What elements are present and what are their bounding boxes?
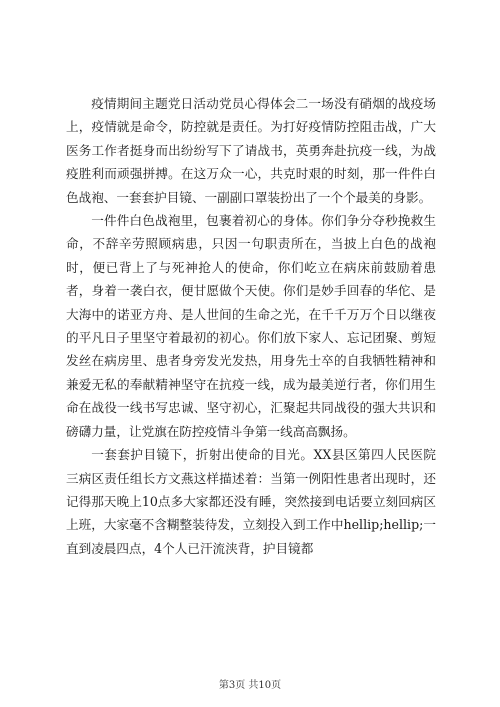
document-body <box>66 92 436 560</box>
paragraph-3: 一套套护目镜下，折射出使命的目光。XX县区第四人民医院三病区责任组长方文燕这样描述着：当第一例阳性患者出现时，还记得那天晚上10点多大家都还没有睡，突然接到电话要立刻回病区上班，大家毫不含糊整装待发，立刻投入到工作中hellip;hellip;一直到凌晨四点，4个人已汗流浃背，护目镜都 <box>66 447 436 556</box>
page-number-footer: 第3页 共10页 <box>218 680 282 691</box>
paragraph-2: 一件件白色战袍里，包裹着初心的身体。你们争分夺秒挽救生命，不辞辛劳照顾病患，只因一句职责所在，当披上白色的战袍时，便已背上了与死神抢人的使命，你们屹立在病床前鼓励着患者，身着一袭白衣，便甘愿做个天使。你们是妙手回春的华佗、是大海中的诺亚方舟、是人世间的生命之光，在千千万万个日以继夜的平凡日子里坚守着最初的初心。你们放下家人、忘记团聚、剪短发丝在病房里、患者身旁发光发热，用身先士卒的自我牺牲精神和兼爱无私的奉献精神坚守在抗疫一线，成为最美逆行者，你们用生命在战役一线书写忠诚、坚守初心，汇聚起共同战役的强大共识和磅礴力量，让党旗在防控疫情斗争第一线高高飘扬。 <box>66 213 436 439</box>
paragraph-1: 疫情期间主题党日活动党员心得体会二一场没有硝烟的战疫场上，疫情就是命令，防控就是责任。为打好疫情防控阻击战，广大医务工作者挺身而出纷纷写下了请战书，英勇奔赴抗疫一线，为战疫胜利而顽强拼搏。在这万众一心，共克时艰的时刻，那一件件白色战袍、一套套护目镜、一副副口罩装扮出了一个个最美的身影。 <box>66 96 436 205</box>
